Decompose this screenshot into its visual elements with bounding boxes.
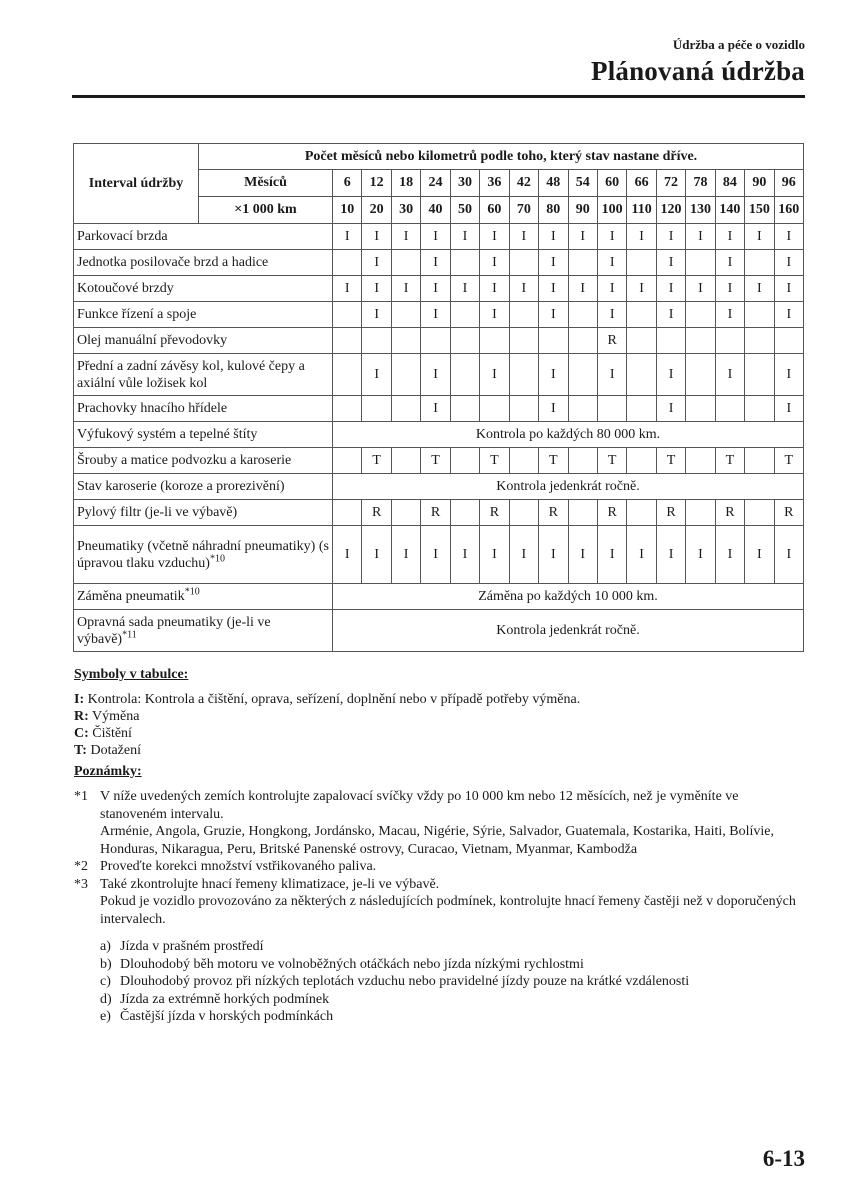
schedule-cell: I [745,224,774,250]
note-mark: *1 [74,789,88,804]
schedule-cell: I [362,302,391,328]
schedule-cell: I [480,302,509,328]
merged-note: Kontrola po každých 80 000 km. [333,422,804,448]
note-3 [74,876,804,929]
legend-key: C: [74,726,89,741]
row-label-text: Prachovky hnacího hřídele [77,401,228,416]
condition-item [100,973,804,991]
schedule-cell: R [480,500,509,526]
schedule-cell: R [656,500,685,526]
schedule-cell [715,328,744,354]
schedule-cell [745,250,774,276]
months-value: 18 [391,170,420,197]
row-label [74,526,333,584]
row-label [74,328,333,354]
schedule-cell: R [597,500,626,526]
km-value: 120 [656,197,685,224]
km-value: 110 [627,197,656,224]
km-value: 140 [715,197,744,224]
months-value: 6 [333,170,362,197]
schedule-cell [509,448,538,474]
schedule-cell: R [715,500,744,526]
schedule-cell: I [627,224,656,250]
km-value: 130 [686,197,715,224]
merged-note: Kontrola jedenkrát ročně. [333,610,804,652]
km-value: 150 [745,197,774,224]
months-value: 66 [627,170,656,197]
schedule-cell: R [539,500,568,526]
months-value: 36 [480,170,509,197]
schedule-cell: I [715,354,744,396]
row-label-text: Kotoučové brzdy [77,281,174,296]
km-value: 20 [362,197,391,224]
schedule-cell [391,328,420,354]
months-value: 90 [745,170,774,197]
schedule-cell: I [597,250,626,276]
schedule-cell: I [509,224,538,250]
schedule-cell [450,396,479,422]
schedule-cell [745,302,774,328]
schedule-cell [509,302,538,328]
legend-text: Kontrola: Kontrola a čištění, oprava, seřízení, doplnění nebo v případě potřeby výměna. [87,692,581,707]
schedule-cell: I [421,250,450,276]
footnote-ref: *10 [184,586,200,598]
schedule-cell [568,448,597,474]
schedule-cell: I [686,276,715,302]
schedule-cell: I [421,396,450,422]
table-body [74,224,804,652]
schedule-cell [450,354,479,396]
schedule-cell: I [480,250,509,276]
km-value: 10 [333,197,362,224]
schedule-cell: T [480,448,509,474]
schedule-cell: I [745,276,774,302]
schedule-cell [774,328,803,354]
condition-text: Dlouhodobý běh motoru ve volnoběžných otáčkách nebo jízda nízkými rychlostmi [120,956,584,972]
schedule-cell: I [333,526,362,584]
condition-text: Jízda za extrémně horkých podmínek [120,991,330,1007]
schedule-cell: I [391,276,420,302]
schedule-cell: I [597,302,626,328]
schedule-cell: I [627,276,656,302]
row-label-text: Pylový filtr (je-li ve výbavě) [77,505,238,520]
maintenance-table [73,143,804,652]
table-row [74,354,804,396]
schedule-cell: I [627,526,656,584]
schedule-cell [333,500,362,526]
schedule-cell [391,500,420,526]
schedule-cell: I [568,276,597,302]
schedule-cell [450,448,479,474]
schedule-cell: I [421,276,450,302]
months-value: 84 [715,170,744,197]
schedule-cell [627,448,656,474]
condition-mark: d) [100,991,112,1007]
schedule-cell: I [539,224,568,250]
table-row [74,250,804,276]
months-value: 42 [509,170,538,197]
schedule-cell [686,302,715,328]
schedule-cell: I [362,354,391,396]
condition-text: Častější jízda v horských podmínkách [120,1009,334,1024]
schedule-cell [568,250,597,276]
note-text: Také zkontrolujte hnací řemeny klimatizace, je-li ve výbavě. [100,876,440,892]
condition-item [100,1008,804,1026]
row-label [74,250,333,276]
schedule-cell [333,302,362,328]
schedule-cell [539,328,568,354]
legend-item [74,742,580,759]
km-value: 30 [391,197,420,224]
schedule-cell: I [715,250,744,276]
km-value: 70 [509,197,538,224]
merged-note: Kontrola jedenkrát ročně. [333,474,804,500]
schedule-cell: I [774,526,803,584]
schedule-cell [686,354,715,396]
schedule-cell: T [656,448,685,474]
table-row [74,584,804,610]
condition-item [100,956,804,974]
legend-text: Čištění [92,726,132,741]
schedule-cell [745,448,774,474]
interval-description: Počet měsíců nebo kilometrů podle toho, který stav nastane dříve. [199,144,804,170]
schedule-cell [391,354,420,396]
schedule-cell: I [568,526,597,584]
schedule-cell [450,500,479,526]
schedule-cell: R [597,328,626,354]
schedule-cell: I [656,276,685,302]
schedule-cell [480,396,509,422]
footnote-ref: *11 [122,628,137,640]
schedule-cell: I [421,302,450,328]
schedule-cell [509,328,538,354]
condition-text: Jízda v prašném prostředí [120,939,264,954]
schedule-cell [509,396,538,422]
schedule-cell [568,396,597,422]
interval-header: Interval údržby [74,144,199,224]
schedule-cell [391,302,420,328]
schedule-cell [568,302,597,328]
schedule-cell: I [450,276,479,302]
schedule-cell: R [774,500,803,526]
row-label [74,422,333,448]
schedule-cell [450,302,479,328]
legend-item [74,725,580,742]
schedule-cell: I [539,396,568,422]
schedule-cell [362,396,391,422]
months-value: 30 [450,170,479,197]
schedule-cell [568,500,597,526]
km-value: 40 [421,197,450,224]
schedule-cell [568,328,597,354]
condition-item [100,991,804,1009]
note-text: V níže uvedených zemích kontrolujte zapalovací svíčky vždy po 10 000 km nebo 12 měsících, než je vyměníte ve stanoveném intervalu. [100,789,739,822]
schedule-cell [333,354,362,396]
row-label [74,276,333,302]
schedule-cell [597,396,626,422]
condition-mark: a) [100,939,111,954]
row-label-text: Stav karoserie (koroze a prorezivění) [77,479,285,494]
schedule-cell: I [480,354,509,396]
schedule-cell [745,500,774,526]
schedule-cell: I [774,250,803,276]
note-mark: *2 [74,859,88,874]
schedule-cell [333,250,362,276]
schedule-cell: I [480,276,509,302]
schedule-cell [333,396,362,422]
schedule-cell: I [421,224,450,250]
legend [74,691,580,759]
note-mark: *3 [74,876,88,892]
schedule-cell: I [686,526,715,584]
schedule-cell: I [480,526,509,584]
condition-mark: b) [100,956,112,972]
schedule-cell: R [421,500,450,526]
row-label [74,500,333,526]
schedule-cell [715,396,744,422]
table-row [74,224,804,250]
schedule-cell [391,250,420,276]
schedule-cell: I [450,526,479,584]
schedule-cell: I [421,354,450,396]
schedule-cell [686,328,715,354]
schedule-cell [686,448,715,474]
schedule-cell [450,250,479,276]
schedule-cell [627,500,656,526]
table-row [74,448,804,474]
merged-note: Záměna po každých 10 000 km. [333,584,804,610]
row-label-text: Opravná sada pneumatiky (je-li ve výbavě) [77,614,271,647]
note-text: Pokud je vozidlo provozováno za některých z následujících podmínek, kontrolujte hnací řemeny častěji než v doporučených intervalech. [100,894,796,927]
schedule-cell: I [715,302,744,328]
footnote-ref: *10 [209,552,225,564]
schedule-cell: I [539,354,568,396]
legend-key: I: [74,692,85,707]
schedule-cell [421,328,450,354]
months-label: Měsíců [199,170,333,197]
legend-item [74,691,580,708]
row-label [74,302,333,328]
schedule-cell: I [362,224,391,250]
schedule-cell: I [597,526,626,584]
section-label: Údržba a péče o vozidlo [672,37,805,52]
schedule-cell: I [597,276,626,302]
km-value: 80 [539,197,568,224]
schedule-cell: I [715,224,744,250]
schedule-cell: I [362,250,391,276]
condition-item [100,938,804,956]
schedule-cell [391,448,420,474]
schedule-cell: I [656,224,685,250]
schedule-cell: R [362,500,391,526]
km-value: 50 [450,197,479,224]
schedule-cell [362,328,391,354]
km-value: 160 [774,197,803,224]
schedule-cell [509,250,538,276]
schedule-cell: I [745,526,774,584]
schedule-cell: I [774,224,803,250]
schedule-cell [745,396,774,422]
table-row [74,302,804,328]
note-1 [74,788,804,858]
months-value: 54 [568,170,597,197]
schedule-cell: I [774,276,803,302]
schedule-cell: I [597,354,626,396]
schedule-cell [568,354,597,396]
schedule-cell: T [597,448,626,474]
schedule-cell: I [509,276,538,302]
schedule-cell: I [333,276,362,302]
schedule-cell: I [450,224,479,250]
km-value: 60 [480,197,509,224]
months-value: 78 [686,170,715,197]
schedule-cell [509,354,538,396]
months-value: 48 [539,170,568,197]
schedule-cell: I [362,276,391,302]
schedule-cell [686,396,715,422]
row-label-text: Jednotka posilovače brzd a hadice [77,255,269,270]
title-rule [72,95,805,98]
schedule-cell: I [656,354,685,396]
schedule-cell: I [715,276,744,302]
notes-heading: Poznámky: [74,764,142,779]
months-value: 96 [774,170,803,197]
table-row [74,328,804,354]
schedule-cell [627,302,656,328]
schedule-cell [391,396,420,422]
table-row [74,422,804,448]
row-label-text: Funkce řízení a spoje [77,307,197,322]
condition-mark: e) [100,1009,111,1024]
schedule-cell [509,500,538,526]
schedule-cell: I [656,526,685,584]
row-label [74,610,333,652]
schedule-cell: T [421,448,450,474]
months-value: 60 [597,170,626,197]
schedule-cell [686,250,715,276]
legend-item [74,708,580,725]
schedule-cell [627,328,656,354]
schedule-cell: I [774,396,803,422]
months-value: 12 [362,170,391,197]
legend-key: T: [74,743,87,758]
schedule-cell: I [686,224,715,250]
table-row [74,396,804,422]
schedule-cell [333,328,362,354]
legend-text: Výměna [92,709,140,724]
table-row [74,526,804,584]
schedule-cell [745,354,774,396]
note-2 [74,858,804,876]
page-number: 6-13 [762,1146,805,1171]
schedule-cell [333,448,362,474]
schedule-cell [450,328,479,354]
schedule-cell: I [362,526,391,584]
row-label [74,584,333,610]
table-row [74,276,804,302]
schedule-cell: I [597,224,626,250]
schedule-cell: T [774,448,803,474]
months-value: 24 [421,170,450,197]
table-row [74,474,804,500]
row-label [74,448,333,474]
conditions-list [100,938,804,1026]
schedule-cell [656,328,685,354]
schedule-cell: I [539,526,568,584]
row-label [74,396,333,422]
condition-text: Dlouhodobý provoz při nízkých teplotách vzduchu nebo pravidelné jízdy pouze na krátké vzdálenosti [120,974,690,989]
schedule-cell: I [480,224,509,250]
schedule-cell [627,354,656,396]
schedule-cell [627,250,656,276]
km-value: 90 [568,197,597,224]
row-label-text: Přední a zadní závěsy kol, kulové čepy a axiální vůle ložisek kol [77,358,305,391]
schedule-cell: I [509,526,538,584]
schedule-cell: I [715,526,744,584]
legend-text: Dotažení [90,743,141,758]
row-label [74,354,333,396]
row-label-text: Záměna pneumatik [77,589,185,604]
schedule-cell: I [656,250,685,276]
row-label-text: Výfukový systém a tepelné štíty [77,427,258,442]
schedule-cell: I [391,526,420,584]
schedule-cell: I [774,354,803,396]
notes [74,788,804,1026]
schedule-cell: T [715,448,744,474]
schedule-cell: I [421,526,450,584]
table-row [74,500,804,526]
row-label-text: Parkovací brzda [77,229,168,244]
schedule-cell: T [539,448,568,474]
schedule-cell [627,396,656,422]
row-label [74,474,333,500]
legend-key: R: [74,709,89,724]
schedule-cell: I [774,302,803,328]
schedule-cell: I [539,302,568,328]
schedule-cell: T [362,448,391,474]
row-label-text: Olej manuální převodovky [77,333,228,348]
row-label-text: Šrouby a matice podvozku a karoserie [77,453,292,468]
schedule-cell: I [656,302,685,328]
schedule-cell [686,500,715,526]
schedule-cell [480,328,509,354]
condition-mark: c) [100,974,111,989]
schedule-cell: I [391,224,420,250]
schedule-cell: I [656,396,685,422]
legend-heading: Symboly v tabulce: [74,667,189,682]
page-title: Plánovaná údržba [591,56,805,86]
months-value: 72 [656,170,685,197]
schedule-cell: I [539,250,568,276]
km-value: 100 [597,197,626,224]
note-countries: Arménie, Angola, Gruzie, Hongkong, Jordánsko, Macau, Nigérie, Sýrie, Salvador, Guatemala, Kostarika, Haiti, Bolívie, Honduras, Nikaragua, Peru, Britské Panenské ostrovy, Curacao, Vietnam, Myanmar, Kambodža [100,824,774,857]
schedule-cell [745,328,774,354]
row-label [74,224,333,250]
schedule-cell: I [539,276,568,302]
row-label-text: Pneumatiky (včetně náhradní pneumatiky) (s úpravou tlaku vzduchu) [77,538,329,571]
km-label: ×1 000 km [199,197,333,224]
table-row [74,610,804,652]
schedule-cell: I [568,224,597,250]
note-text: Proveďte korekci množství vstřikovaného paliva. [100,859,377,874]
schedule-cell: I [333,224,362,250]
